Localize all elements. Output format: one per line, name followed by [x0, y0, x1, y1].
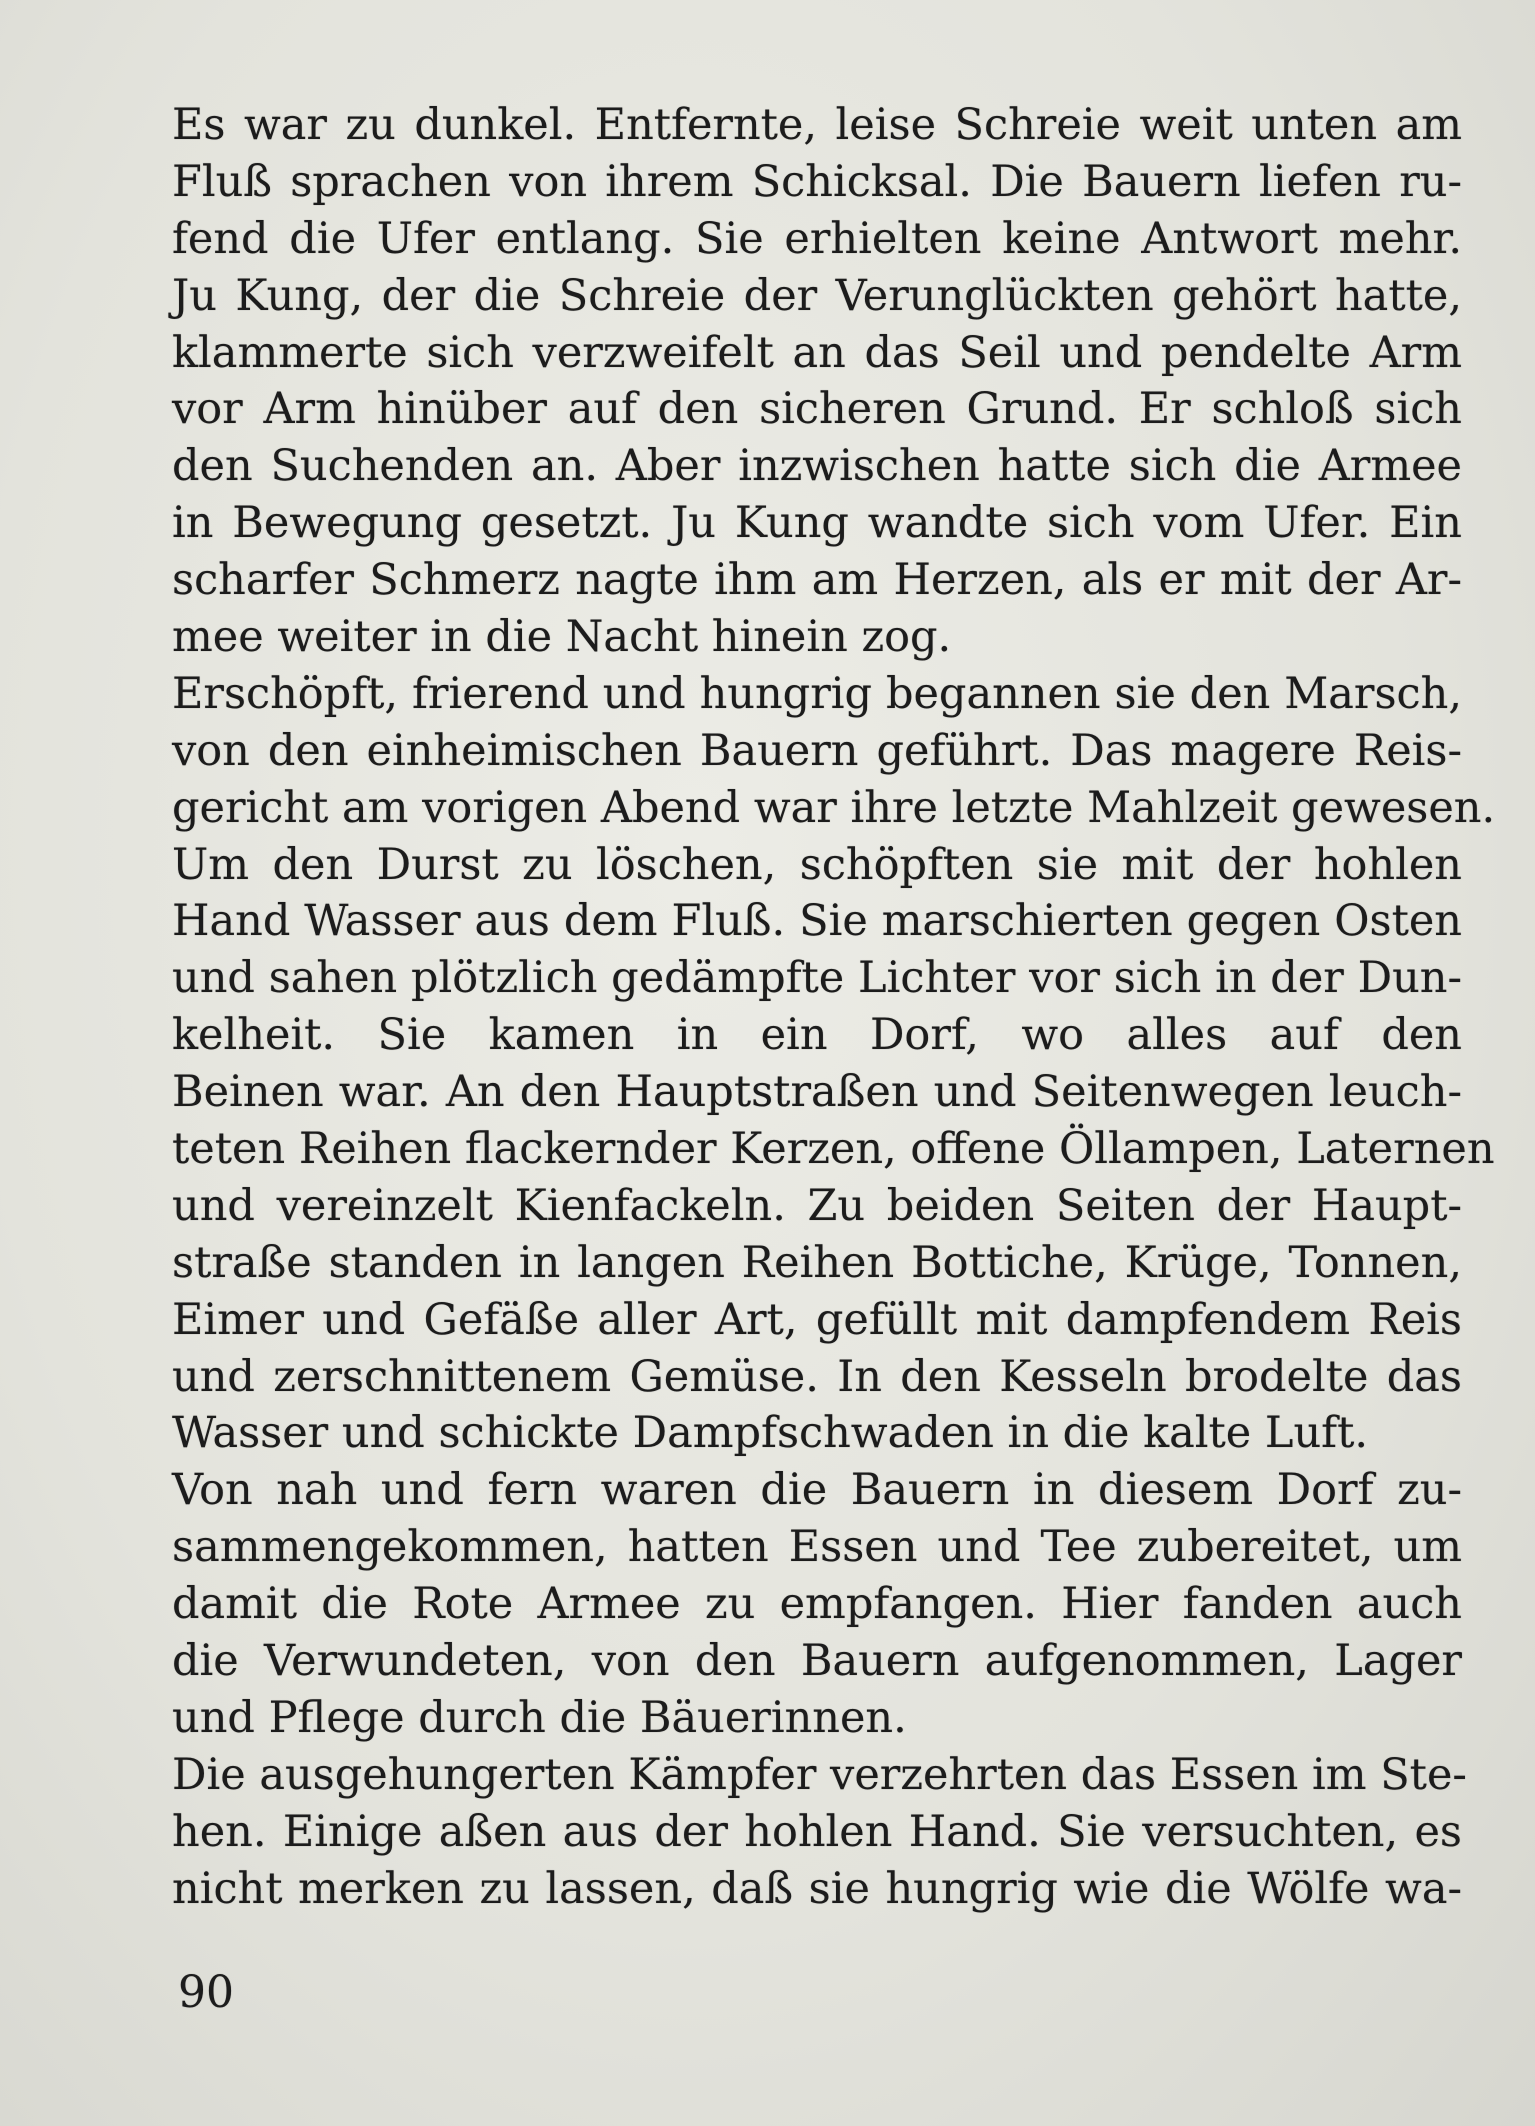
text-line: den Suchenden an. Aber inzwischen hatte sich die Armee [172, 441, 1462, 492]
text-line: fend die Ufer entlang. Sie erhielten keine Antwort mehr. [172, 213, 1462, 264]
text-line: und Pflege durch die Bäuerinnen. [172, 1692, 907, 1743]
text-line: die Verwundeten, von den Bauern aufgenommen, Lager [172, 1636, 1462, 1687]
text-line: nicht merken zu lassen, daß sie hungrig wie die Wölfe wa- [172, 1863, 1462, 1914]
text-line: vor Arm hinüber auf den sicheren Grund. Er schloß sich [172, 384, 1462, 435]
text-line: scharfer Schmerz nagte ihm am Herzen, als er mit der Ar- [172, 555, 1462, 606]
text-line: Fluß sprachen von ihrem Schicksal. Die Bauern liefen ru- [172, 156, 1462, 207]
text-line: Ju Kung, der die Schreie der Verunglückten gehört hatte, [172, 270, 1462, 321]
text-line: Die ausgehungerten Kämpfer verzehrten das Essen im Ste- [172, 1749, 1467, 1800]
text-line: mee weiter in die Nacht hinein zog. [172, 612, 952, 663]
text-line: und vereinzelt Kienfackeln. Zu beiden Seiten der Haupt- [172, 1180, 1462, 1231]
text-line: von den einheimischen Bauern geführt. Das magere Reis- [172, 725, 1462, 776]
text-line: sammengekommen, hatten Essen und Tee zubereitet, um [172, 1522, 1462, 1573]
text-line: Eimer und Gefäße aller Art, gefüllt mit dampfendem Reis [172, 1294, 1462, 1345]
text-line: und zerschnittenem Gemüse. In den Kesseln brodelte das [172, 1351, 1462, 1402]
text-line: und sahen plötzlich gedämpfte Lichter vor sich in der Dun- [172, 953, 1462, 1004]
text-line: straße standen in langen Reihen Bottiche, Krüge, Tonnen, [172, 1237, 1462, 1288]
text-line: Wasser und schickte Dampfschwaden in die kalte Luft. [172, 1408, 1369, 1459]
text-line: Hand Wasser aus dem Fluß. Sie marschierten gegen Osten [172, 896, 1462, 947]
body-text [172, 97, 1496, 1918]
text-line: teten Reihen flackernder Kerzen, offene Öllampen, Laternen [172, 1124, 1495, 1175]
text-line: Von nah und fern waren die Bauern in diesem Dorf zu- [172, 1465, 1462, 1516]
text-line: in Bewegung gesetzt. Ju Kung wandte sich vom Ufer. Ein [172, 498, 1462, 549]
text-line: Es war zu dunkel. Entfernte, leise Schreie weit unten am [172, 100, 1462, 150]
page-number: 90 [178, 1967, 234, 2018]
text-line: gericht am vorigen Abend war ihre letzte Mahlzeit gewesen. [172, 782, 1496, 833]
text-line: Erschöpft, frierend und hungrig begannen sie den Marsch, [172, 668, 1462, 719]
text-line: hen. Einige aßen aus der hohlen Hand. Sie versuchten, es [172, 1806, 1462, 1857]
text-line: klammerte sich verzweifelt an das Seil und pendelte Arm [172, 327, 1462, 378]
text-line: Beinen war. An den Hauptstraßen und Seitenwegen leuch- [172, 1067, 1462, 1118]
text-line: damit die Rote Armee zu empfangen. Hier fanden auch [172, 1579, 1462, 1630]
text-line: kelheit. Sie kamen in ein Dorf, wo alles auf den [172, 1010, 1462, 1061]
text-line: Um den Durst zu löschen, schöpften sie mit der hohlen [172, 839, 1462, 890]
